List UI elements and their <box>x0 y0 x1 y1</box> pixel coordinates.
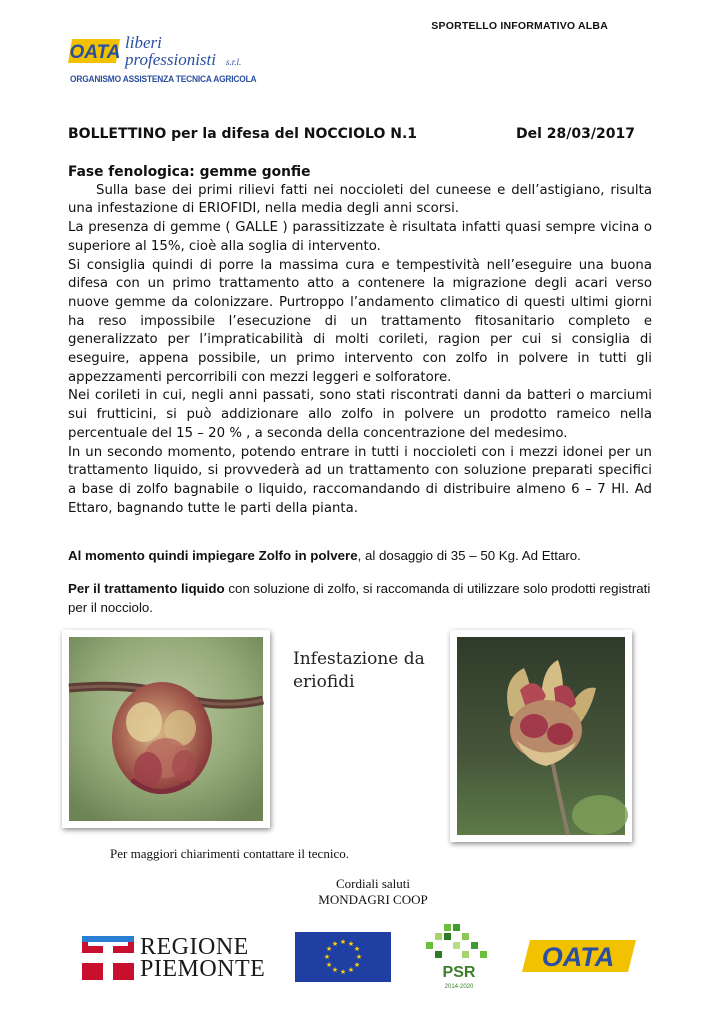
psr-logo <box>418 922 500 992</box>
bulletin-title: BOLLETTINO per la difesa del NOCCIOLO N.1 <box>68 126 418 142</box>
paragraph-1: Sulla base dei primi rilievi fatti nei noccioleti del cuneese e dell’astigiano, risulta una infestazione di ERIOFIDI, nella media degli anni scorsi. <box>68 182 652 217</box>
svg-text:OATA: OATA <box>69 42 121 63</box>
eriophyid-gall-image <box>450 630 632 842</box>
svg-text:★: ★ <box>331 966 339 974</box>
signature: MONDAGRI COOP <box>318 892 428 907</box>
regione-line2: PIEMONTE <box>140 956 266 982</box>
svg-text:PSR: PSR <box>442 964 476 981</box>
piemonte-flag-icon <box>82 936 134 980</box>
regione-piemonte-logo <box>82 934 264 982</box>
powder-advice <box>68 547 658 566</box>
caption-line2: eriofidi <box>293 672 355 692</box>
oata-bottom-logo <box>522 938 638 974</box>
hazelnut-bud-gall-image <box>62 630 270 828</box>
logo-org-name: ORGANISMO ASSISTENZA TECNICA AGRICOLA <box>70 74 257 85</box>
logo-suffix: s.r.l. <box>226 57 242 67</box>
regione-line1: REGIONE <box>140 934 249 960</box>
paragraph-2: La presenza di gemme ( GALLE ) parassitizzate è risultata infatti quasi sempre vicina o superiore al 15%, cioè alla soglia di intervento. <box>68 220 652 254</box>
liquid-advice-rest: con soluzione di zolfo, si raccomanda di utilizzare solo prodotti registrati per il nocciolo. <box>68 581 651 615</box>
svg-text:★: ★ <box>355 953 363 961</box>
powder-advice-bold: Al momento quindi impiegare Zolfo in polvere <box>68 548 358 563</box>
svg-text:★: ★ <box>339 938 347 946</box>
oata-mark-icon <box>68 36 124 66</box>
bulletin-body <box>68 163 652 518</box>
phase-heading: Fase fenologica: gemme gonfie <box>68 164 311 180</box>
liquid-advice <box>68 580 658 617</box>
svg-text:OATA: OATA <box>541 942 615 972</box>
photo-gall-on-branch <box>62 630 270 828</box>
svg-text:★: ★ <box>347 966 355 974</box>
logo-line2: professionisti <box>125 50 216 69</box>
psr-mosaic-icon <box>418 922 500 992</box>
svg-text:★: ★ <box>331 940 339 948</box>
contact-note: Per maggiori chiarimenti contattare il tecnico. <box>110 846 349 861</box>
oata-logo <box>68 34 268 94</box>
photo-gall-closeup <box>450 630 632 842</box>
svg-text:★: ★ <box>347 940 355 948</box>
paragraph-3: Si consiglia quindi di porre la massima cura e tempestività nell’eseguire una buona difesa con un primo trattamento atto a contenere la migrazione degli acari verso nuove gemme da colonizzare. Purtroppo l’andamento climatico di questi ultimi giorni ha reso impossibile l’esecuzione di un trattamento fitosanitario completo e generalizzato per l’impraticabilità di molti corileti, ragion per cui si consiglia di eseguire, appena possibile, un primo intervento con zolfo in polvere in tutti gli appezzamenti percorribili con mezzi leggeri e solforatore. <box>68 257 652 385</box>
eu-flag-icon <box>295 932 391 982</box>
svg-text:★: ★ <box>339 968 347 976</box>
svg-text:★: ★ <box>353 961 361 969</box>
powder-advice-rest: , al dosaggio di 35 – 50 Kg. Ad Ettaro. <box>357 548 581 563</box>
svg-text:2014-2020: 2014-2020 <box>444 984 474 990</box>
svg-text:★: ★ <box>325 961 333 969</box>
paragraph-4: Nei corileti in cui, negli anni passati, sono stati riscontrati danni da batteri o marciumi sui frutticini, si può addizionare allo zolfo in polvere un prodotto rameico nella percentuale del 15 – 20 % , a seconda della concentrazione del medesimo. <box>68 388 652 441</box>
liquid-advice-bold: Per il trattamento liquido <box>68 581 225 596</box>
bulletin-date: Del 28/03/2017 <box>516 126 635 142</box>
svg-text:★: ★ <box>325 945 333 953</box>
logo-line1: liberi <box>125 33 162 52</box>
caption-line1: Infestazione da <box>293 649 425 669</box>
greeting: Cordiali saluti <box>335 876 411 891</box>
office-label: SPORTELLO INFORMATIVO ALBA <box>431 20 608 32</box>
photo-caption <box>293 648 425 694</box>
greeting-block <box>318 876 428 908</box>
svg-text:★: ★ <box>323 953 331 961</box>
svg-text:★: ★ <box>353 945 361 953</box>
paragraph-5: In un secondo momento, potendo entrare in tutti i noccioleti con i mezzi idonei per un trattamento liquido, si provvederà ad un trattamento con soluzione preparati specifici a base di zolfo bagnabile o liquido, raccomandando di distribuire almeno 6 – 7 Hl. Ad Ettaro, bagnando tutte le parti della pianta. <box>68 444 652 516</box>
